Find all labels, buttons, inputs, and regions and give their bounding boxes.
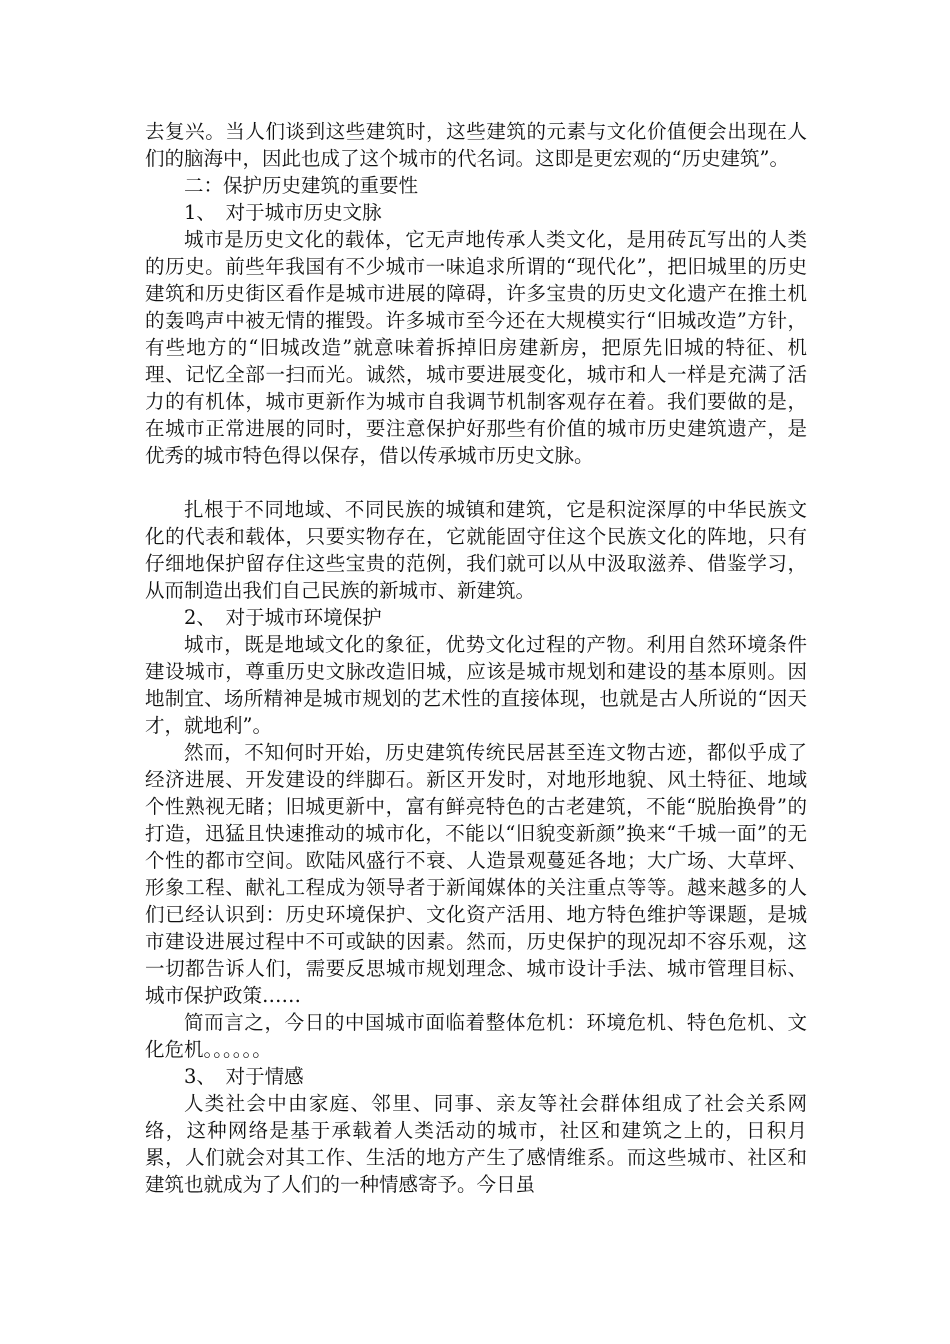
paragraph-national-culture: 扎根于不同地域、不同民族的城镇和建筑，它是积淀深厚的中华民族文化的代表和载体，只要实物存在，它就能固守住这个民族文化的阵地，只有仔细地保护留存住这些宝贵的范例，我们就可以从中汲取滋养、借鉴学习，从而制造出我们自己民族的新城市、新建筑。	[145, 498, 807, 602]
paragraph-development-obstacle: 然而，不知何时开始，历史建筑传统民居甚至连文物古迹，都似乎成了经济进展、开发建设的绊脚石。新区开发时，对地形地貌、风土特征、地域个性熟视无睹；旧城更新中，富有鲜亮特色的古老建筑，不能“脱胎换骨”的打造，迅猛且快速推动的城市化，不能以“旧貌变新颜”换来“千城一面”的无个性的都市空间。欧陆风盛行不衰、人造景观蔓延各地；大广场、大草坪、形象工程、献礼工程成为领导者于新闻媒体的关注重点等等。越来越多的人们已经认识到：历史环境保护、文化资产活用、地方特色维护等课题，是城市建设进展过程中不可或缺的因素。然而，历史保护的现况却不容乐观，这一切都告诉人们，需要反思城市规划理念、城市设计手法、城市管理目标、城市保护政策……	[145, 741, 807, 1007]
subheading-environment: 2、 对于城市环境保护	[184, 606, 382, 629]
paragraph-emotion: 人类社会中由家庭、邻里、同事、亲友等社会群体组成了社会关系网络，这种网络是基于承载着人类活动的城市，社区和建筑之上的，日积月累，人们就会对其工作、生活的地方产生了感情维系。而这些城市、社区和建筑也就成为了人们的一种情感寄予。今日虽	[145, 1092, 807, 1196]
paragraph-environment: 城市，既是地域文化的象征，优势文化过程的产物。利用自然环境条件建设城市，尊重历史文脉改造旧城，应该是城市规划和建设的基本原则。因地制宜、场所精神是城市规划的艺术性的直接体现，也就是古人所说的“因天才，就地利”。	[145, 633, 807, 737]
paragraph-crisis: 简而言之，今日的中国城市面临着整体危机：环境危机、特色危机、文化危机。。。。。。	[145, 1011, 807, 1061]
subheading-urban-history: 1、 对于城市历史文脉	[184, 201, 382, 224]
paragraph-continuation: 去复兴。当人们谈到这些建筑时，这些建筑的元素与文化价值便会出现在人们的脑海中，因此也成了这个城市的代名词。这即是更宏观的“历史建筑”。	[145, 120, 807, 170]
document-page	[145, 118, 807, 1198]
paragraph-urban-history: 城市是历史文化的载体，它无声地传承人类文化，是用砖瓦写出的人类的历史。前些年我国有不少城市一味追求所谓的“现代化”，把旧城里的历史建筑和历史街区看作是城市进展的障碍，许多宝贵的历史文化遗产在推土机的轰鸣声中被无情的摧毁。许多城市至今还在大规模实行“旧城改造”方针，有些地方的“旧城改造”就意味着拆掉旧房建新房，把原先旧城的特征、机理、记忆全部一扫而光。诚然，城市要进展变化，城市和人一样是充满了活力的有机体，城市更新作为城市自我调节机制客观存在着。我们要做的是，在城市正常进展的同时，要注意保护好那些有价值的城市历史建筑遗产，是优秀的城市特色得以保存，借以传承城市历史文脉。	[145, 228, 807, 467]
section-heading-importance: 二：保护历史建筑的重要性	[184, 174, 419, 197]
subheading-emotion: 3、 对于情感	[184, 1065, 304, 1088]
